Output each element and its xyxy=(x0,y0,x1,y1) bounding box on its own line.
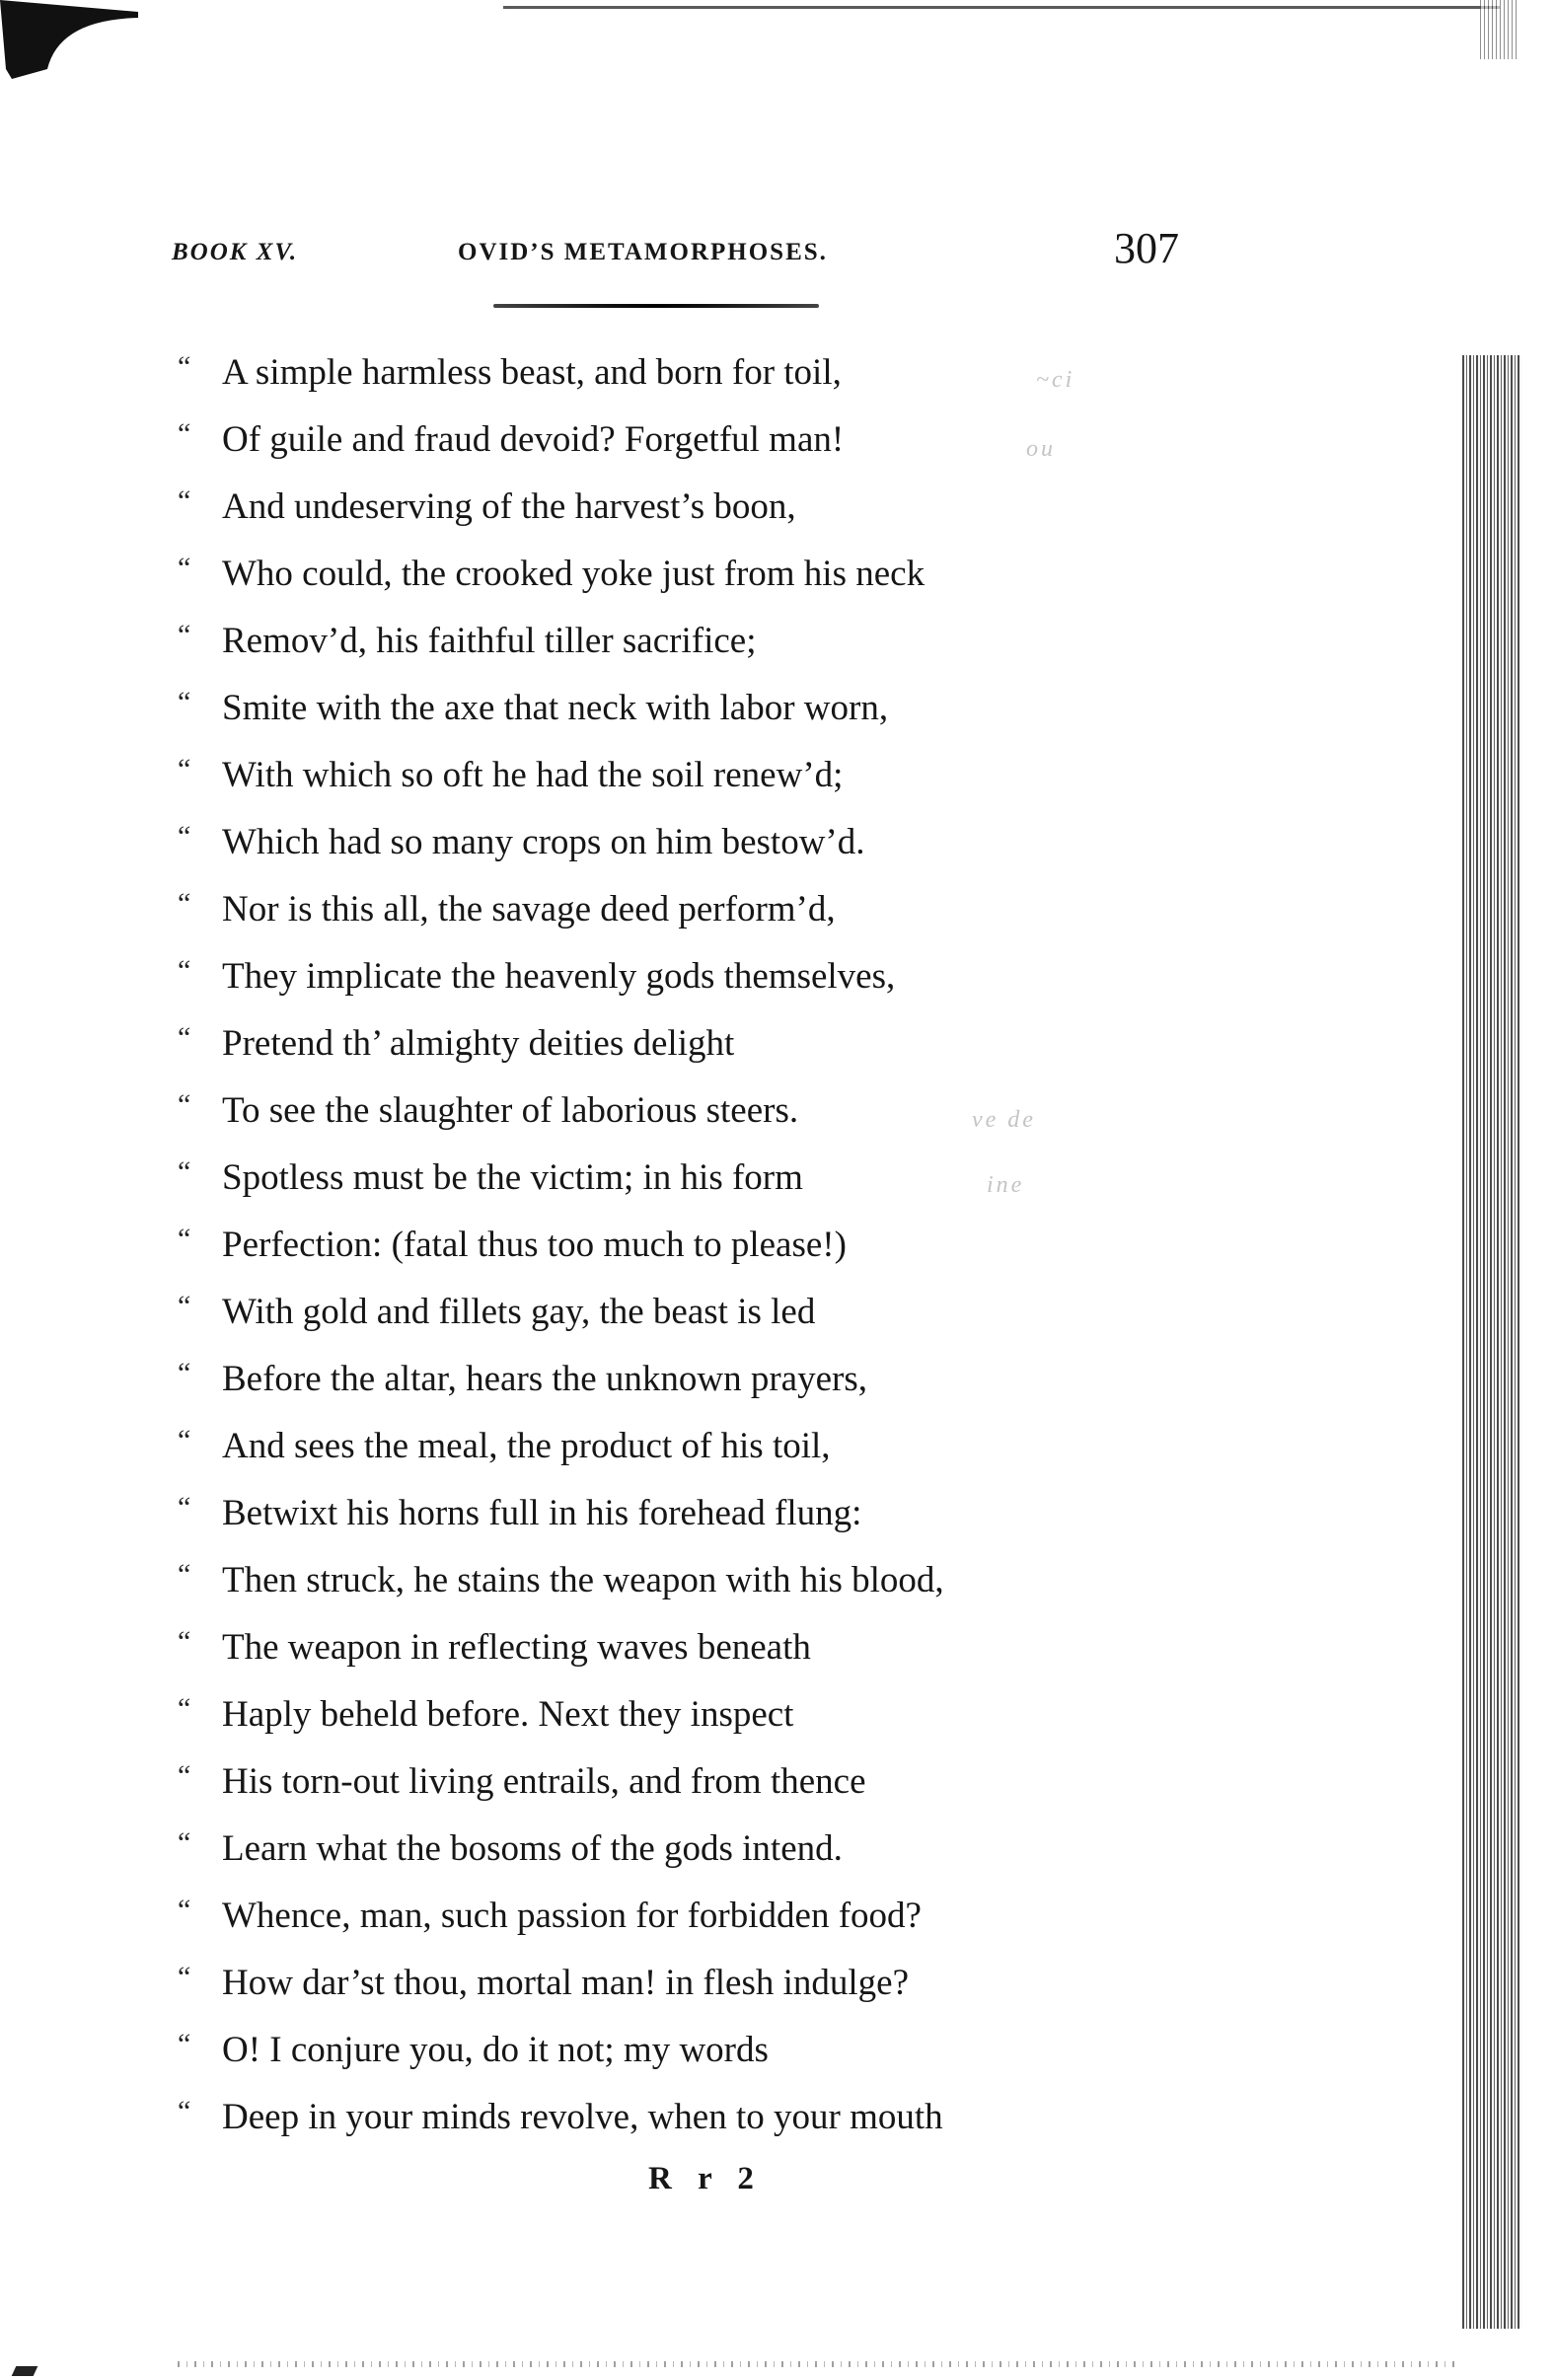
verse-line-text: With which so oft he had the soil renew’d; xyxy=(222,755,844,795)
verse-line-text: The weapon in reflecting waves beneath xyxy=(222,1627,811,1668)
verse-line-text: Who could, the crooked yoke just from his neck xyxy=(222,554,926,594)
verse-line-text: Then struck, he stains the weapon with his blood, xyxy=(222,1560,944,1600)
verse-line-text: Learn what the bosoms of the gods intend. xyxy=(222,1828,843,1869)
page-edge-shadow xyxy=(1462,355,1521,2329)
verse-line xyxy=(178,2017,1164,2084)
verse-line xyxy=(178,742,1164,809)
verse-line xyxy=(178,1816,1164,1883)
top-edge-rule xyxy=(503,6,1500,9)
verse-line xyxy=(178,407,1164,474)
quote-mark: “ xyxy=(178,1826,191,1859)
quote-mark: “ xyxy=(178,552,191,584)
quote-mark: “ xyxy=(178,1088,191,1121)
quote-mark: “ xyxy=(178,1357,191,1389)
verse-line-text: Smite with the axe that neck with labor worn, xyxy=(222,688,889,728)
verse-line-text: Nor is this all, the savage deed perform’d, xyxy=(222,889,836,930)
verse-line xyxy=(178,1010,1164,1078)
show-through-text: ~ci xyxy=(1036,367,1075,393)
verse-line-text: His torn-out living entrails, and from thence xyxy=(222,1761,866,1802)
quote-mark: “ xyxy=(178,2095,191,2127)
signature-mark: R r 2 xyxy=(648,2161,763,2196)
verse-text xyxy=(178,339,1164,2151)
quote-mark: “ xyxy=(178,1625,191,1658)
show-through-text: ve de xyxy=(972,1107,1036,1133)
quote-mark: “ xyxy=(178,753,191,785)
quote-mark: “ xyxy=(178,1491,191,1524)
verse-line xyxy=(178,1480,1164,1547)
verse-line-text: Whence, man, such passion for forbidden food? xyxy=(222,1896,922,1936)
bottom-edge-noise xyxy=(178,2361,1460,2367)
verse-line-text: Before the altar, hears the unknown prayers, xyxy=(222,1359,867,1399)
verse-line xyxy=(178,1614,1164,1681)
quote-mark: “ xyxy=(178,1558,191,1591)
quote-mark: “ xyxy=(178,887,191,920)
verse-line xyxy=(178,675,1164,742)
verse-line-text: Deep in your minds revolve, when to your mouth xyxy=(222,2097,943,2137)
quote-mark: “ xyxy=(178,484,191,517)
work-title: OVID’S METAMORPHOSES. xyxy=(458,239,828,265)
verse-line-text: They implicate the heavenly gods themselves, xyxy=(222,956,896,997)
verse-line xyxy=(178,1413,1164,1480)
quote-mark: “ xyxy=(178,1223,191,1255)
show-through-text: ine xyxy=(987,1172,1025,1198)
verse-line-text: Of guile and fraud devoid? Forgetful man! xyxy=(222,419,845,460)
verse-line-text: Which had so many crops on him bestow’d. xyxy=(222,822,865,862)
verse-line xyxy=(178,809,1164,876)
verse-line xyxy=(178,474,1164,541)
verse-line-text: Betwixt his horns full in his forehead flung: xyxy=(222,1493,862,1533)
verse-line xyxy=(178,1883,1164,1950)
verse-line xyxy=(178,1950,1164,2017)
quote-mark: “ xyxy=(178,619,191,651)
quote-mark: “ xyxy=(178,2028,191,2060)
quote-mark: “ xyxy=(178,1961,191,1993)
verse-line-text: To see the slaughter of laborious steers. xyxy=(222,1090,799,1131)
quote-mark: “ xyxy=(178,954,191,987)
book-label: BOOK XV. xyxy=(172,239,299,265)
quote-mark: “ xyxy=(178,686,191,718)
quote-mark: “ xyxy=(178,1290,191,1322)
verse-line-text: Haply beheld before. Next they inspect xyxy=(222,1694,794,1735)
running-head xyxy=(172,219,1179,278)
quote-mark: “ xyxy=(178,1692,191,1725)
bottom-corner-mark xyxy=(12,2366,38,2376)
verse-line xyxy=(178,1748,1164,1816)
verse-line xyxy=(178,1681,1164,1748)
verse-line xyxy=(178,1279,1164,1346)
page-number: 307 xyxy=(1114,224,1179,272)
page-corner-mark xyxy=(0,0,138,79)
verse-line xyxy=(178,943,1164,1010)
quote-mark: “ xyxy=(178,417,191,450)
verse-line xyxy=(178,541,1164,608)
show-through-text: ou xyxy=(1026,436,1056,462)
verse-line xyxy=(178,876,1164,943)
quote-mark: “ xyxy=(178,350,191,383)
verse-line-text: Spotless must be the victim; in his form xyxy=(222,1157,803,1198)
verse-line xyxy=(178,1547,1164,1614)
quote-mark: “ xyxy=(178,1424,191,1456)
verse-line xyxy=(178,1212,1164,1279)
verse-line-text: And undeserving of the harvest’s boon, xyxy=(222,486,796,527)
verse-line xyxy=(178,2084,1164,2151)
quote-mark: “ xyxy=(178,1155,191,1188)
verse-line xyxy=(178,608,1164,675)
verse-line-text: Pretend th’ almighty deities delight xyxy=(222,1023,735,1064)
quote-mark: “ xyxy=(178,820,191,853)
verse-line-text: How dar’st thou, mortal man! in flesh indulge? xyxy=(222,1963,910,2003)
verse-line xyxy=(178,1346,1164,1413)
verse-line-text: Perfection: (fatal thus too much to please!) xyxy=(222,1225,847,1265)
verse-line-text: O! I conjure you, do it not; my words xyxy=(222,2030,769,2070)
quote-mark: “ xyxy=(178,1894,191,1926)
page-edge-shadow-top xyxy=(1480,0,1519,59)
verse-line-text: And sees the meal, the product of his toil, xyxy=(222,1426,831,1466)
verse-line-text: With gold and fillets gay, the beast is led xyxy=(222,1292,816,1332)
head-rule xyxy=(493,304,819,308)
quote-mark: “ xyxy=(178,1021,191,1054)
verse-line xyxy=(178,339,1164,407)
verse-line-text: A simple harmless beast, and born for toil, xyxy=(222,352,842,393)
verse-line-text: Remov’d, his faithful tiller sacrifice; xyxy=(222,621,757,661)
quote-mark: “ xyxy=(178,1759,191,1792)
